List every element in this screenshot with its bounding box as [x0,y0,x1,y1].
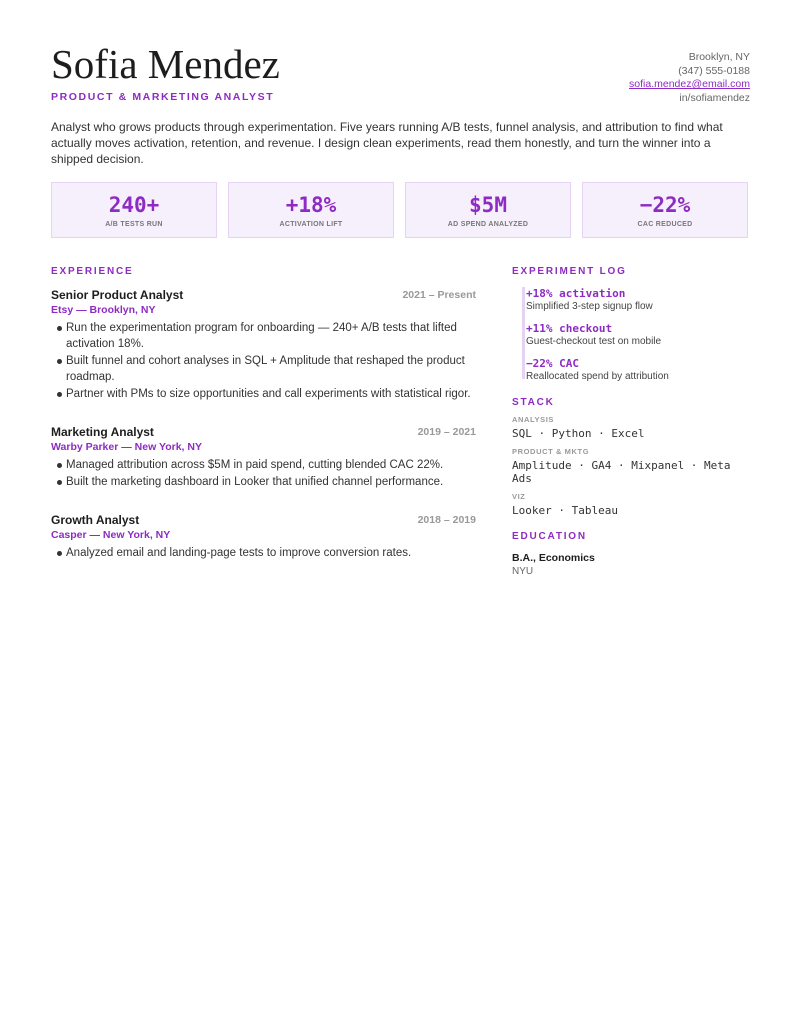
bullet-item: Built funnel and cohort analyses in SQL + Amplitude that reshaped the product roadmap. [51,353,476,385]
section-title-stack: STACK [512,397,555,408]
stack-items: SQL · Python · Excel [512,427,645,440]
candidate-role: PRODUCT & MARKETING ANALYST [51,91,275,103]
log-item [526,357,750,383]
stat-label: ACTIVATION LIFT [279,221,343,228]
job-bullets [51,545,476,561]
log-metric: +11% checkout [526,322,613,335]
education-degree: B.A., Economics [512,552,595,564]
job-dates: 2018 – 2019 [417,514,476,526]
summary-paragraph: Analyst who grows products through experimentation. Five years running A/B tests, funnel analysis, and attribution to find what actually moves activation, retention, and revenue. I design clean experiments, read them honestly, and turn the winner into a shipped decision. [51,120,723,166]
stat-label: CAC REDUCED [637,221,693,228]
stack-group [512,492,750,517]
log-item [526,287,750,313]
job-entry [51,513,476,561]
section-title-experiment-log: EXPERIMENT LOG [512,266,627,277]
job-bullets [51,320,476,402]
log-desc: Simplified 3-step signup flow [526,301,653,312]
stat-value: $5M [469,193,507,217]
education-school: NYU [512,566,534,577]
job-dates: 2021 – Present [402,289,476,301]
contact-phone: (347) 555-0188 [678,64,750,77]
job-bullets [51,457,476,490]
bullet-item: Partner with PMs to size opportunities and call experiments with statistical rigor. [51,386,476,402]
job-company: Warby Parker — New York, NY [51,441,202,453]
stat-label: AD SPEND ANALYZED [447,221,529,228]
stat-value: +18% [285,193,337,217]
contact-linkedin: in/sofiamendez [679,91,750,104]
log-metric: −22% CAC [526,357,579,370]
stack-group [512,447,750,485]
stat-card-cac [582,182,748,238]
experience-section [51,266,476,562]
stats-row [51,182,750,240]
log-item [526,322,750,348]
job-entry [51,288,476,402]
job-entry [51,425,476,490]
candidate-name: Sofia Mendez [51,41,280,87]
resume-header [51,0,750,110]
resume-page [51,0,750,577]
stat-value: 240+ [108,193,160,217]
bullet-item: Managed attribution across $5M in paid spend, cutting blended CAC 22%. [51,457,476,473]
contact-email-link[interactable]: sofia.mendez@email.com [629,78,750,90]
job-title: Marketing Analyst [51,425,154,439]
log-desc: Guest-checkout test on mobile [526,336,662,347]
job-title: Senior Product Analyst [51,288,184,302]
job-dates: 2019 – 2021 [417,426,476,438]
stack-items: Amplitude · GA4 · Mixpanel · Meta Ads [512,459,731,485]
stack-items: Looker · Tableau [512,504,618,517]
stack-label: VIZ [512,492,526,501]
job-company: Etsy — Brooklyn, NY [51,304,156,316]
contact-block [629,51,750,105]
sidebar-column [512,266,750,577]
bullet-item: Analyzed email and landing-page tests to improve conversion rates. [51,545,476,561]
stat-label: A/B TESTS RUN [105,221,163,228]
experiment-log [522,287,750,383]
stat-value: −22% [639,193,691,217]
bullet-item: Built the marketing dashboard in Looker that unified channel performance. [51,474,476,490]
section-title-experience: EXPERIENCE [51,266,134,277]
bullet-item: Run the experimentation program for onboarding — 240+ A/B tests that lifted activation 18%. [51,320,476,352]
stack-label: ANALYSIS [512,415,555,424]
log-metric: +18% activation [526,287,626,300]
section-title-education: EDUCATION [512,531,587,542]
stat-card-tests [51,182,217,238]
log-desc: Reallocated spend by attribution [526,371,669,382]
job-title: Growth Analyst [51,513,140,527]
stat-card-ad-spend [405,182,571,238]
job-company: Casper — New York, NY [51,529,171,541]
stat-card-activation [228,182,394,238]
stack-group [512,415,750,440]
stack-label: PRODUCT & MKTG [512,447,590,456]
contact-location: Brooklyn, NY [688,51,750,63]
